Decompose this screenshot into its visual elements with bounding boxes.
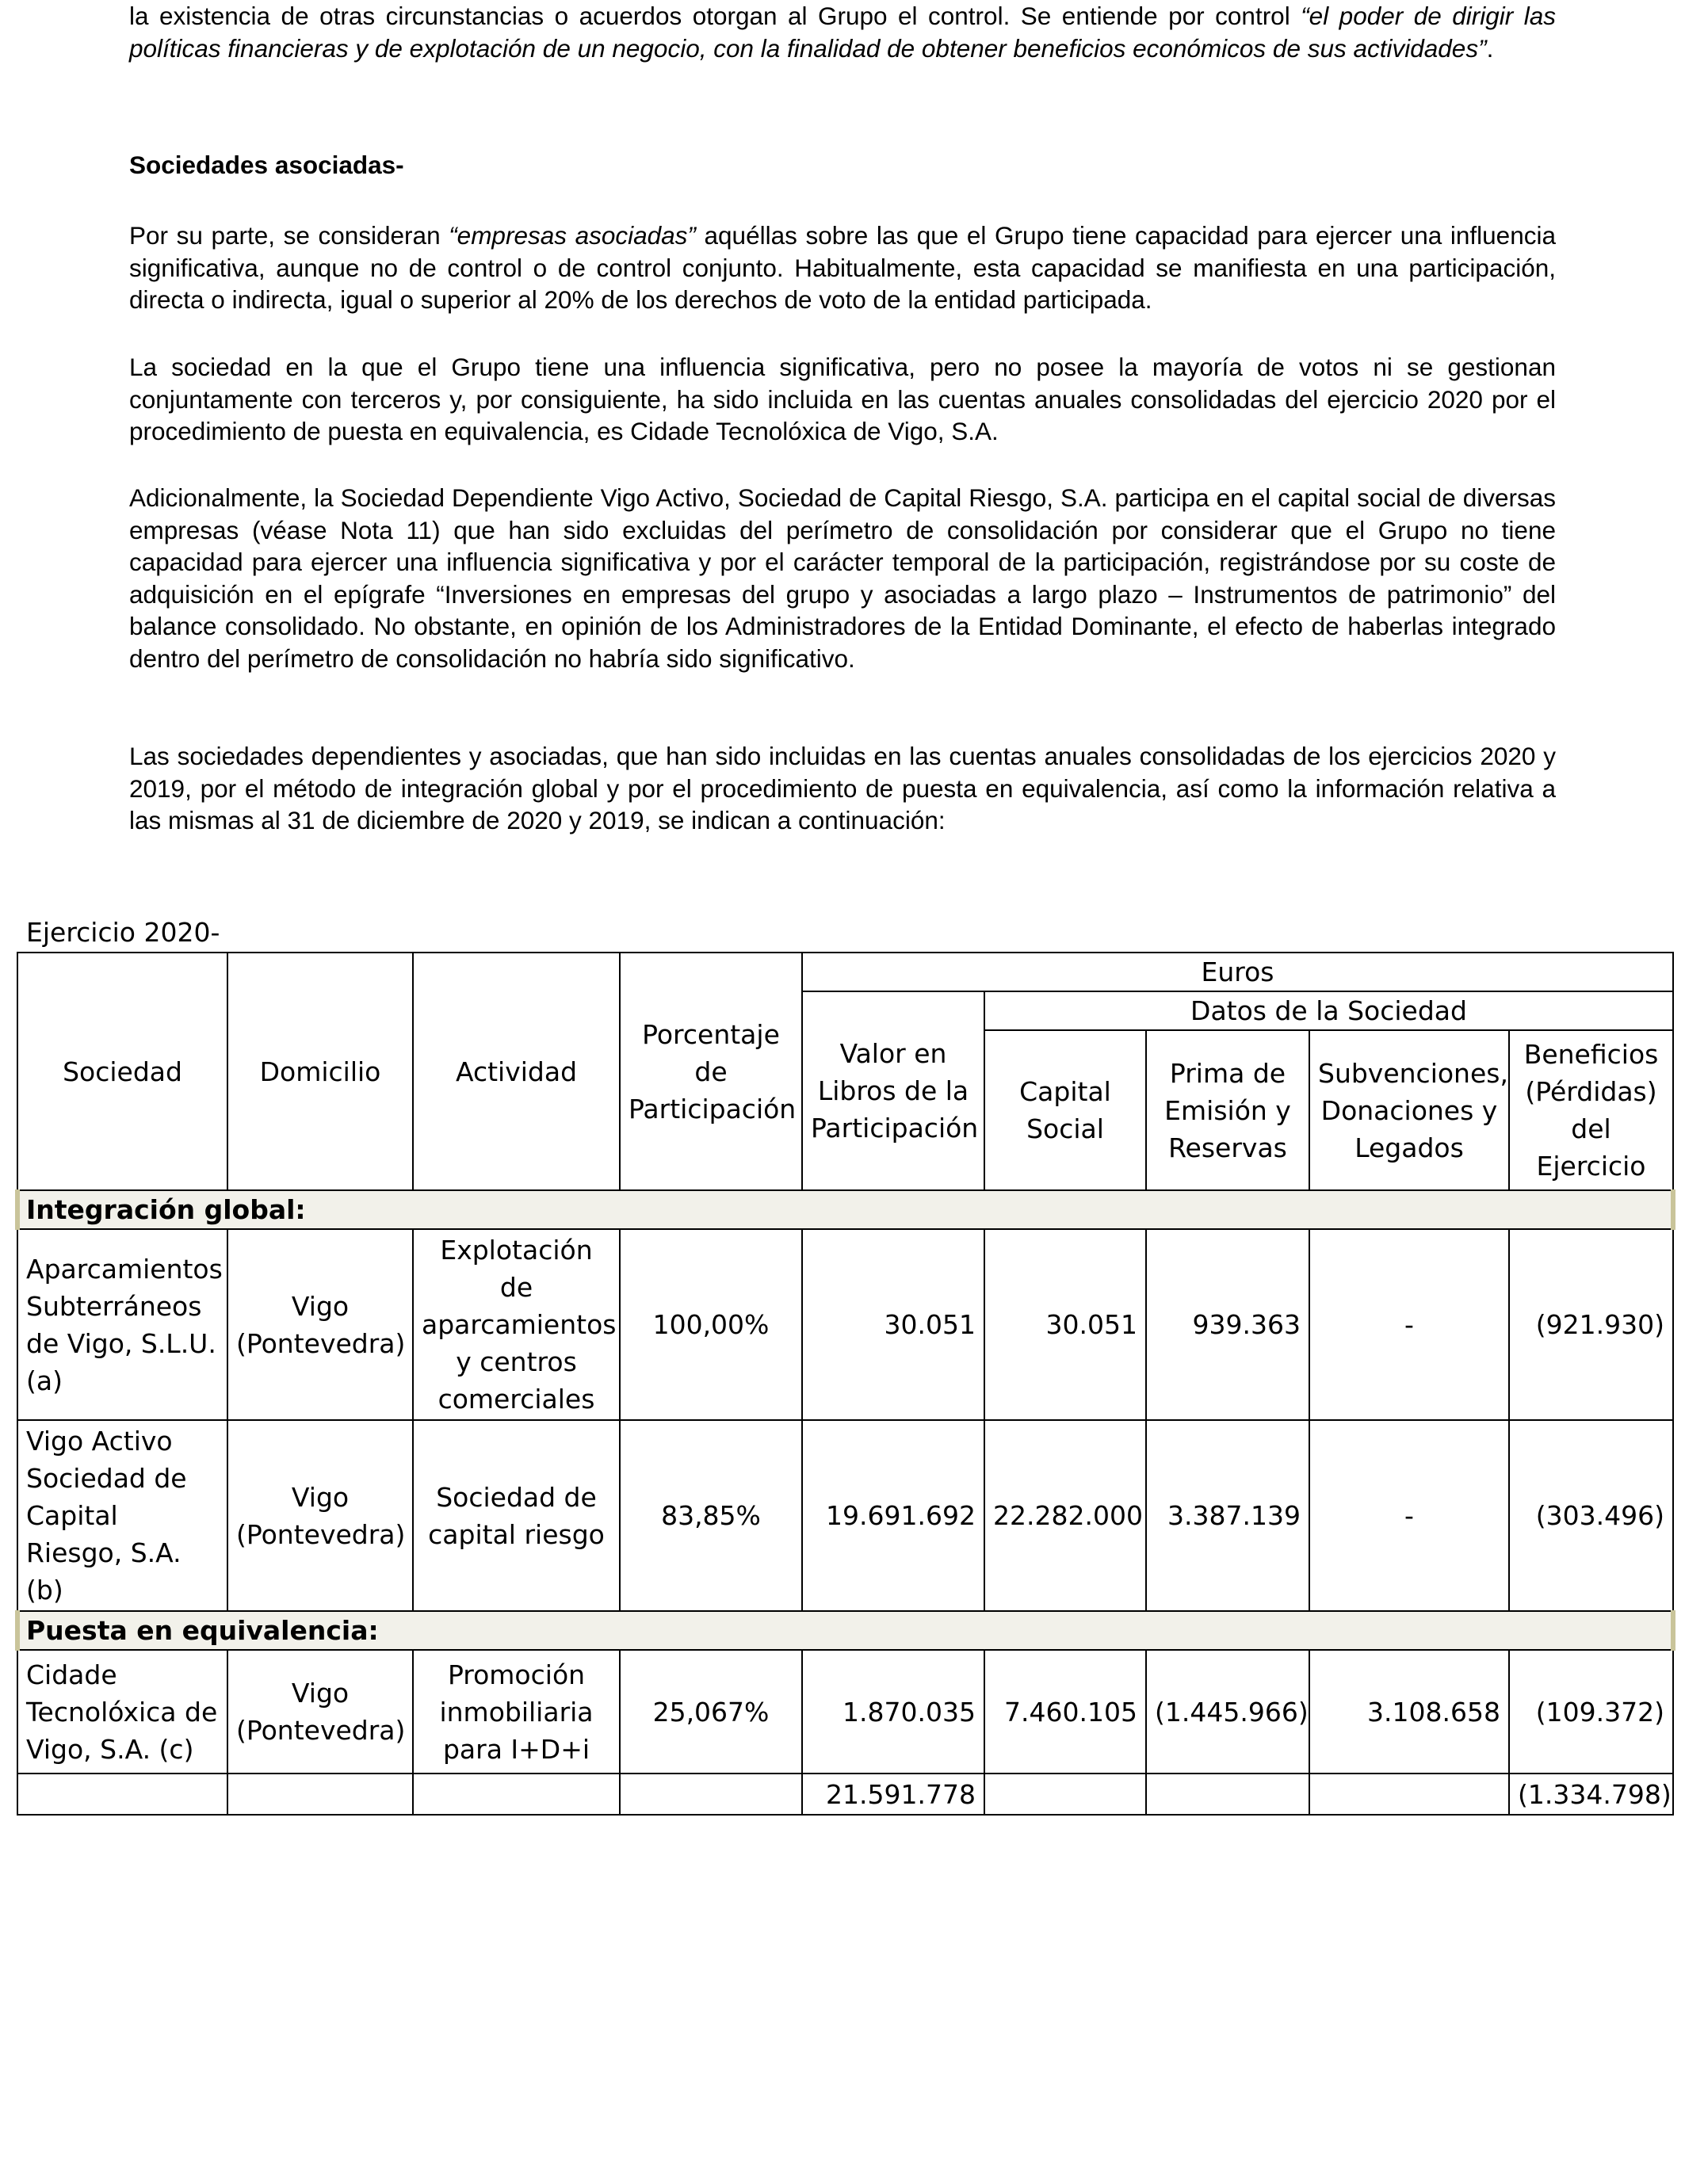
cell-beneficios: (921.930) [1509,1229,1673,1420]
cell-sociedad: Cidade Tecnolóxica de Vigo, S.A. (c) [17,1650,227,1774]
header-actividad: Actividad [413,953,620,1190]
empty-cell [17,1774,227,1815]
cell-beneficios: (303.496) [1509,1420,1673,1611]
empty-cell [620,1774,802,1815]
section-row [17,1190,1673,1229]
header-datos-sociedad: Datos de la Sociedad [984,991,1673,1030]
cell-capital: 30.051 [984,1229,1146,1420]
cell-prima: 939.363 [1146,1229,1309,1420]
text-run-italic: “el poder de dirigir las políticas financieras y de explotación de un negocio, con la finalidad de obtener beneficios económicos de sus actividades” [129,2,1556,63]
cell-subvenciones: - [1309,1229,1509,1420]
cell-valor-libros: 19.691.692 [802,1420,984,1611]
cell-valor-libros: 30.051 [802,1229,984,1420]
paragraph-control-definition [129,0,1556,64]
cell-beneficios: (109.372) [1509,1650,1673,1774]
section-row [17,1611,1673,1650]
cell-capital: 7.460.105 [984,1650,1146,1774]
header-domicilio: Domicilio [227,953,413,1190]
text-run: . [1486,33,1494,63]
cell-capital: 22.282.000 [984,1420,1146,1611]
cell-sociedad: Vigo Activo Sociedad de Capital Riesgo, S.A. (b) [17,1420,227,1611]
cell-subvenciones: 3.108.658 [1309,1650,1509,1774]
total-beneficios: (1.334.798) [1509,1774,1673,1815]
header-prima: Prima de Emisión y Reservas [1146,1030,1309,1190]
section-title: Puesta en equivalencia: [17,1611,1673,1650]
table-row [17,1420,1673,1611]
empty-cell [1146,1774,1309,1815]
empty-cell [984,1774,1146,1815]
header-euros: Euros [802,953,1673,991]
header-porcentaje: Porcentaje de Participación [620,953,802,1190]
cell-subvenciones: - [1309,1420,1509,1611]
paragraph-asociadas [129,220,1556,316]
cell-domicilio: Vigo (Pontevedra) [227,1420,413,1611]
header-subvenciones: Subvenciones, Donaciones y Legados [1309,1030,1509,1190]
empty-cell [413,1774,620,1815]
section-title: Integración global: [17,1190,1673,1229]
cell-porcentaje: 25,067% [620,1650,802,1774]
header-capital: Capital Social [984,1030,1146,1190]
sociedades-table [15,952,1675,1816]
header-sociedad: Sociedad [17,953,227,1190]
cell-porcentaje: 83,85% [620,1420,802,1611]
table-row [17,1650,1673,1774]
cell-domicilio: Vigo (Pontevedra) [227,1650,413,1774]
text-run: Por su parte, se consideran [129,221,449,250]
cell-actividad: Explotación de aparcamientos y centros comerciales [413,1229,620,1420]
cell-prima: 3.387.139 [1146,1420,1309,1611]
cell-domicilio: Vigo (Pontevedra) [227,1229,413,1420]
text-run: aquéllas sobre las que el Grupo tiene capacidad para ejercer una influencia significativa, aunque no de control o de control conjunto. Habitualmente, esta capacidad se manifiesta en una participación, directa o indirecta, igual o superior al 20% de los derechos de voto de la entidad participada. [129,221,1556,314]
header-beneficios: Beneficios (Pérdidas) del Ejercicio [1509,1030,1673,1190]
section-heading: Sociedades asociadas- [129,151,404,179]
cell-valor-libros: 1.870.035 [802,1650,984,1774]
header-valor-libros: Valor en Libros de la Participación [802,991,984,1190]
cell-actividad: Sociedad de capital riesgo [413,1420,620,1611]
text-run-italic: “empresas asociadas” [449,221,696,250]
table-caption: Ejercicio 2020- [26,917,220,948]
paragraph-influencia: La sociedad en la que el Grupo tiene una influencia significativa, pero no posee la mayoría de votos ni se gestionan conjuntamente con terceros y, por consiguiente, ha sido incluida en las cuentas anuales consolidadas del ejercicio 2020 por el procedimiento de puesta en equivalencia, es Cidade Tecnolóxica de Vigo, S.A. [129,353,1556,445]
cell-sociedad: Aparcamientos Subterráneos de Vigo, S.L.U. (a) [17,1229,227,1420]
empty-cell [1309,1774,1509,1815]
cell-porcentaje: 100,00% [620,1229,802,1420]
text-run: la existencia de otras circunstancias o acuerdos otorgan al Grupo el control. Se entiende por control [129,2,1301,30]
paragraph-vigo-activo: Adicionalmente, la Sociedad Dependiente Vigo Activo, Sociedad de Capital Riesgo, S.A. participa en el capital social de diversas empresas (véase Nota 11) que han sido excluidas del perímetro de consolidación por considerar que el Grupo no tiene capacidad para ejercer una influencia significativa y por el carácter temporal de la participación, registrándose por su coste de adquisición en el epígrafe “Inversiones en empresas del grupo y asociadas a largo plazo – Instrumentos de patrimonio” del balance consolidado. No obstante, en opinión de los Administradores de la Entidad Dominante, el efecto de haberlas integrado dentro del perímetro de consolidación no habría sido significativo. [129,483,1556,673]
paragraph-listado: Las sociedades dependientes y asociadas, que han sido incluidas en las cuentas anuales consolidadas de los ejercicios 2020 y 2019, por el método de integración global y por el procedimiento de puesta en equivalencia, así como la información relativa a las mismas al 31 de diciembre de 2020 y 2019, se indican a continuación: [129,742,1556,834]
cell-actividad: Promoción inmobiliaria para I+D+i [413,1650,620,1774]
total-valor-libros: 21.591.778 [802,1774,984,1815]
table-row [17,1229,1673,1420]
empty-cell [227,1774,413,1815]
cell-prima: (1.445.966) [1146,1650,1309,1774]
total-row [17,1774,1673,1815]
